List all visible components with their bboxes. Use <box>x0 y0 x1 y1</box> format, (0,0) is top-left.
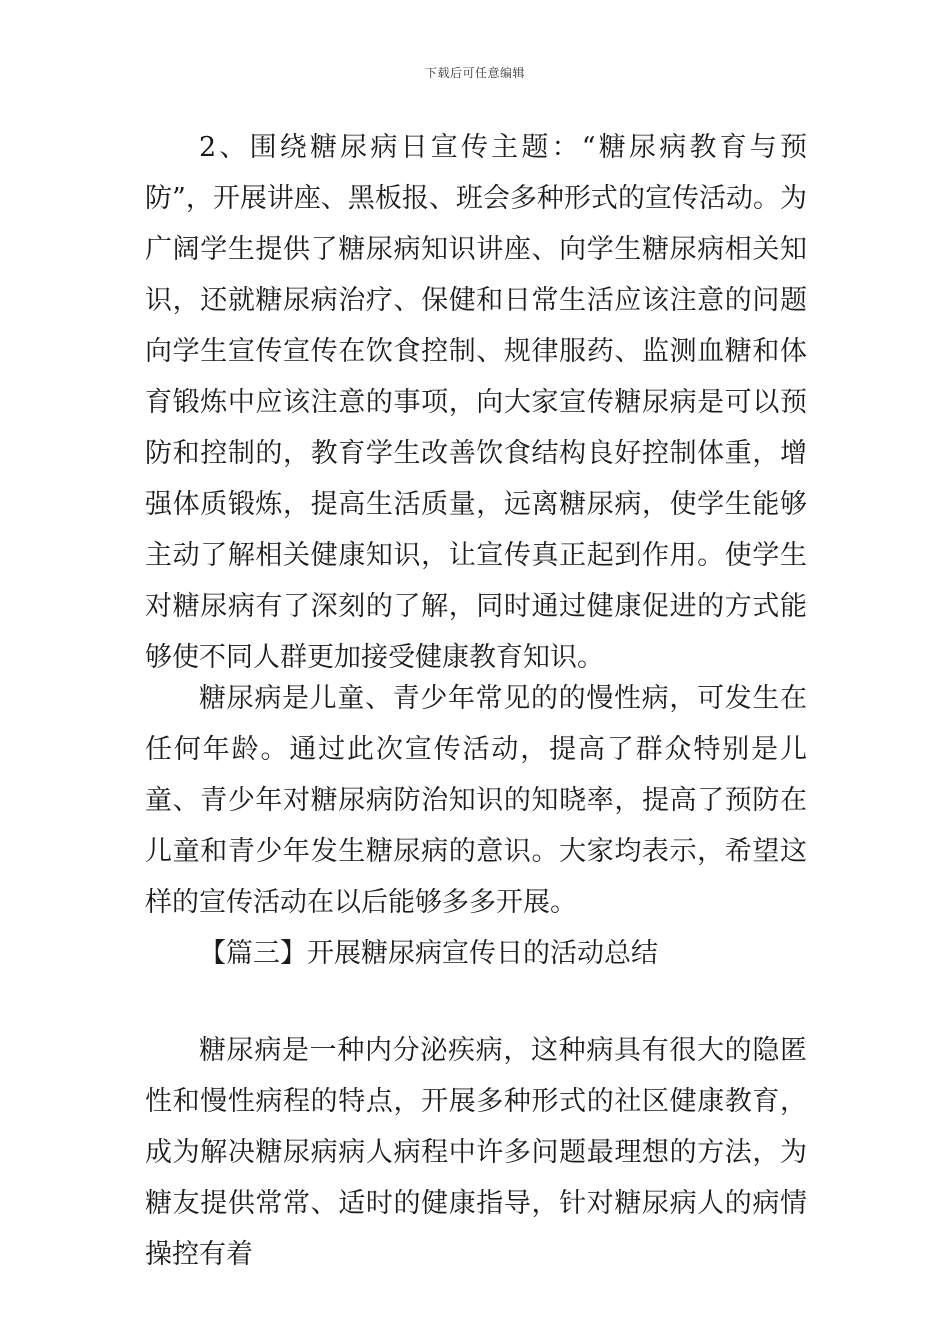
paragraph-campaign-activities: 2、围绕糖尿病日宣传主题：“糖尿病教育与预防”，开展讲座、黑板报、班会多种形式的宣传活动。为广阔学生提供了糖尿病知识讲座、向学生糖尿病相关知识，还就糖尿病治疗、保健和日常生活应该注意的问题向学生宣传宣传在饮食控制、规律服药、监测血糖和体育锻炼中应该注意的事项，向大家宣传糖尿病是可以预防和控制的，教育学生改善饮食结构良好控制体重，增强体质锻炼，提高生活质量，远离糖尿病，使学生能够主动了解相关健康知识，让宣传真正起到作用。使学生对糖尿病有了深刻的了解，同时通过健康促进的方式能够使不同人群更加接受健康教育知识。 <box>145 132 807 673</box>
paragraph-campaign-outcome: 糖尿病是儿童、青少年常见的的慢性病，可发生在任何年龄。通过此次宣传活动，提高了群众特别是儿童、青少年对糖尿病防治知识的知晓率，提高了预防在儿童和青少年发生糖尿病的意识。大家均表示，希望这样的宣传活动在以后能够多多开展。 <box>145 683 807 918</box>
section-heading: 【篇三】开展糖尿病宣传日的活动总结 <box>199 938 658 969</box>
paragraph-diabetes-intro: 糖尿病是一种内分泌疾病，这种病具有很大的隐匿性和慢性病程的特点，开展多种形式的社区健康教育，成为解决糖尿病病人病程中许多问题最理想的方法，为糖友提供常常、适时的健康指导，针对糖尿病人的病情操控有着 <box>145 1035 807 1270</box>
page-header-note: 下载后可任意编辑 <box>424 66 525 80</box>
